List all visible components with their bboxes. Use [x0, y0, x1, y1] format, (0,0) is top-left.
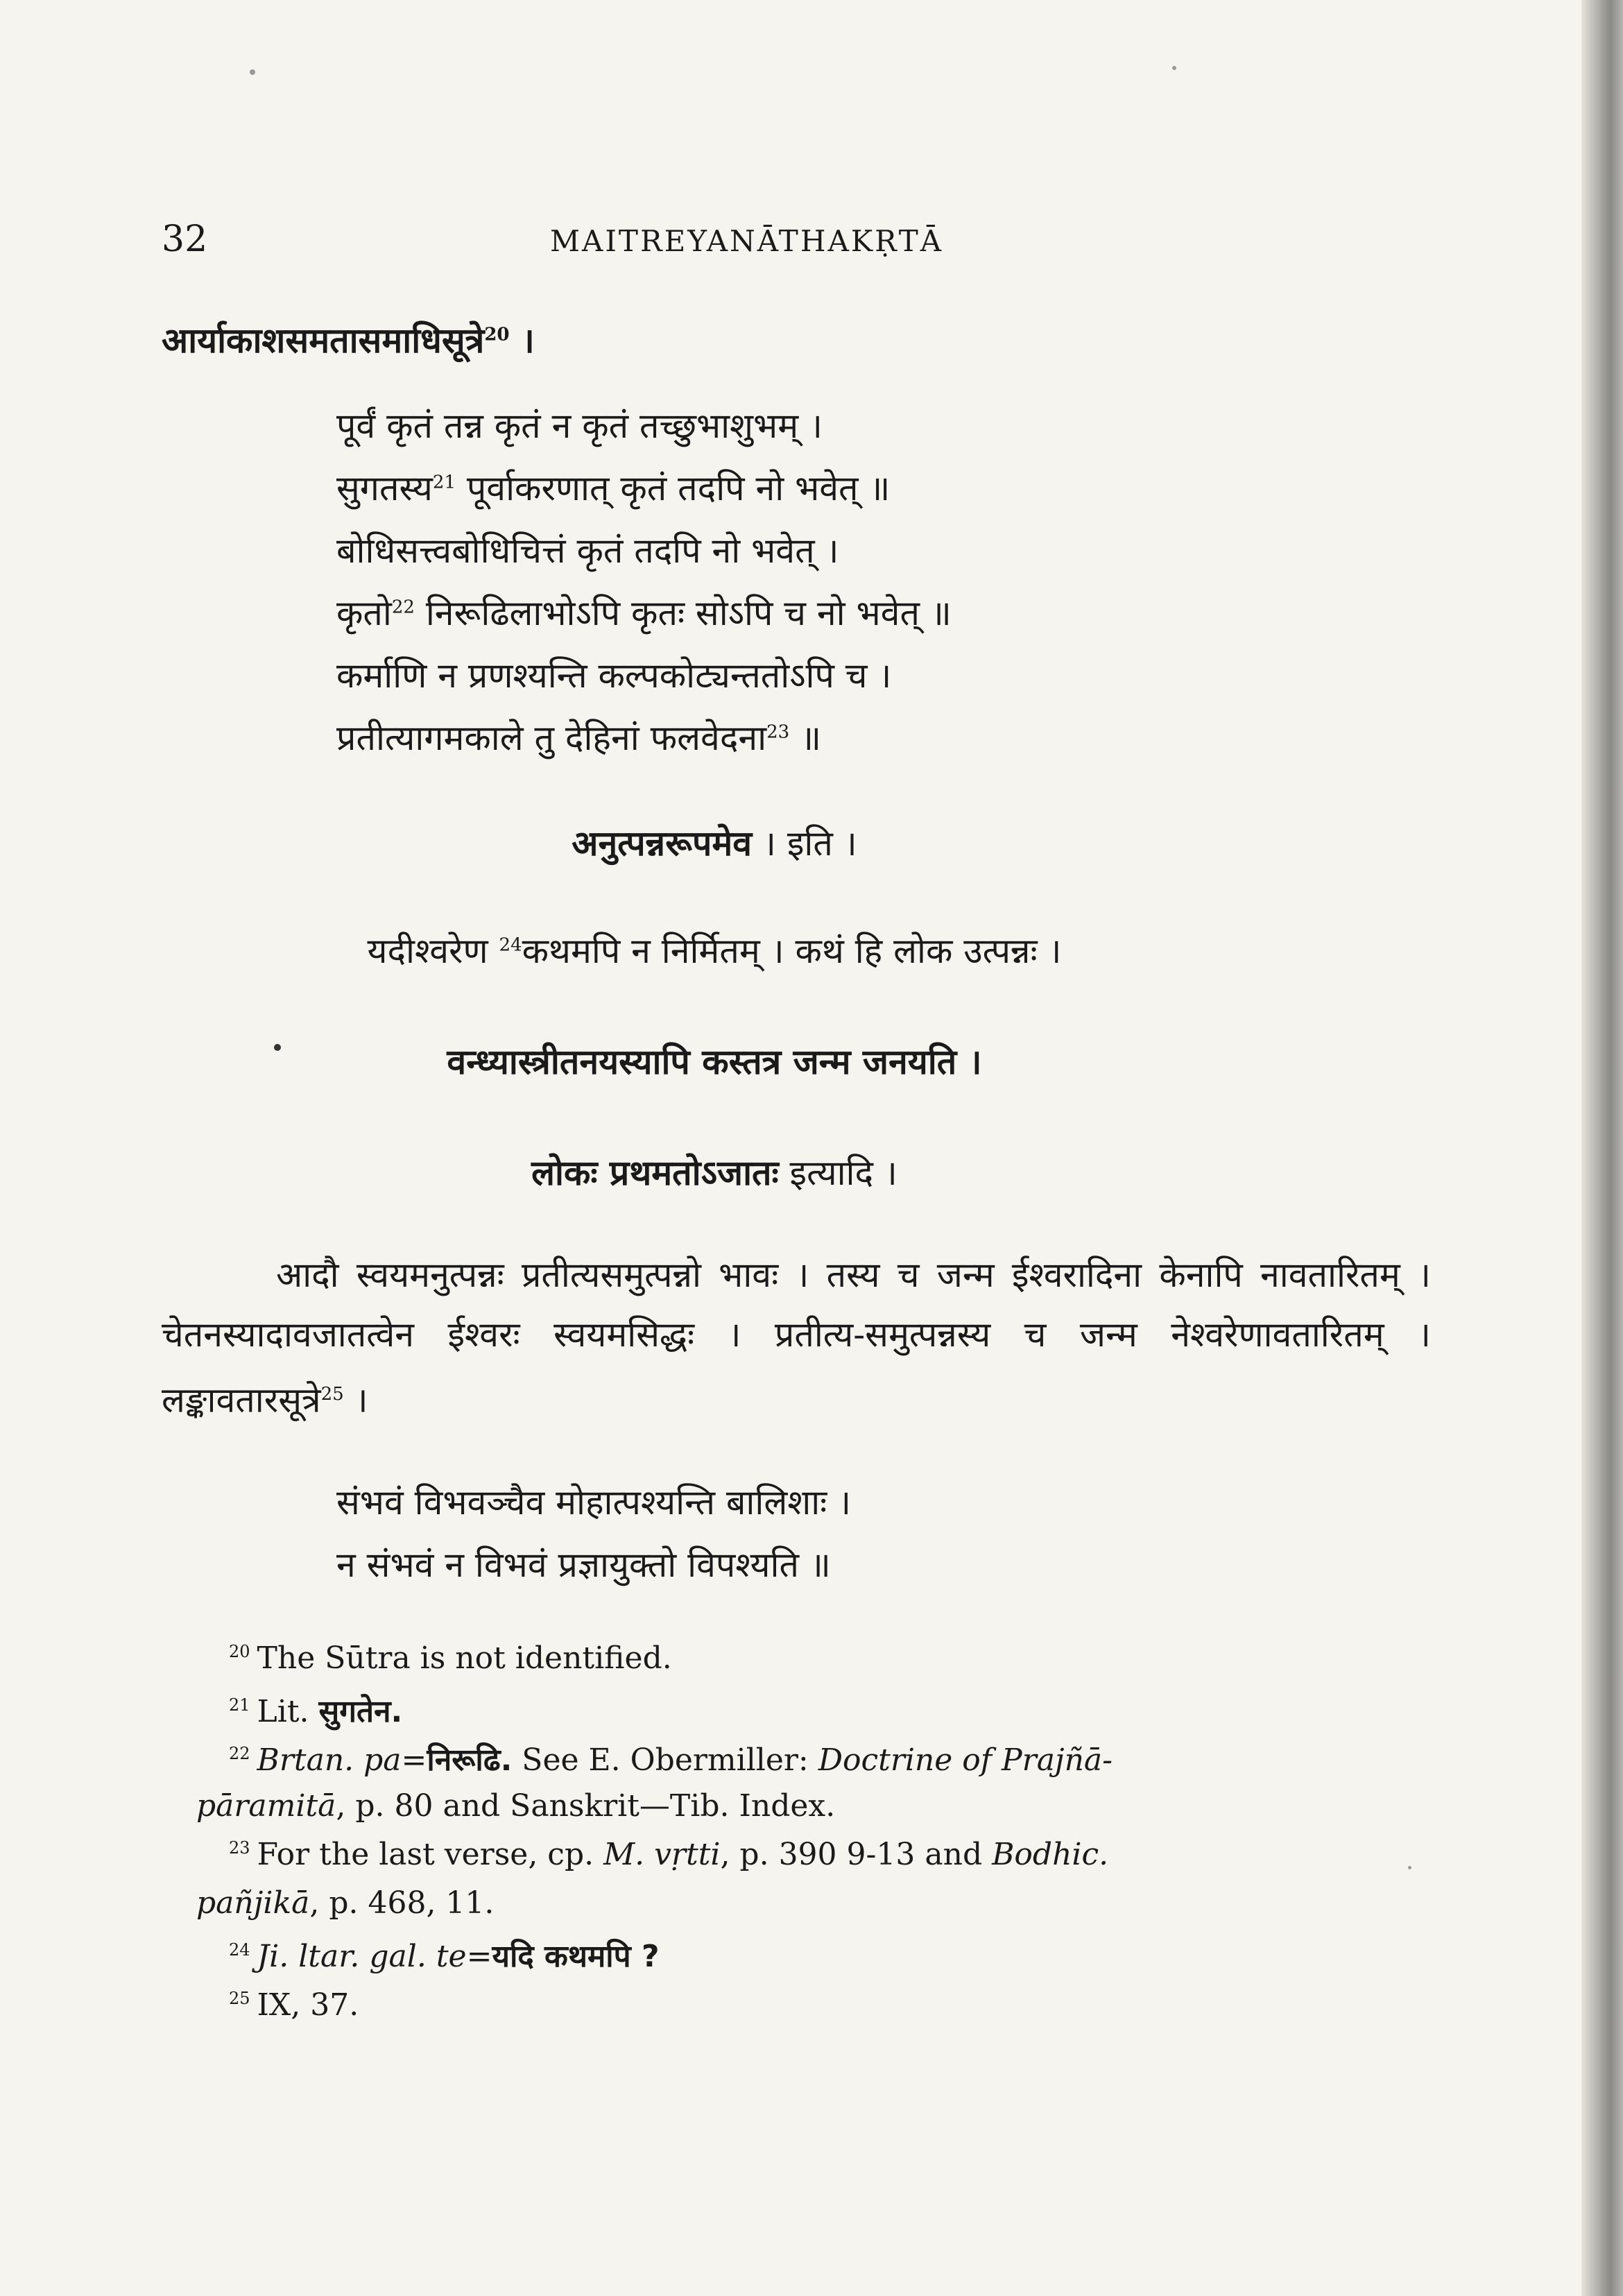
- verse-line: कर्माणि न प्रणश्यन्ति कल्पकोट्यन्ततोऽपि च ।: [336, 656, 892, 696]
- footnote-ref: 20: [484, 324, 510, 345]
- footnote-23: $^{23}$ For the last verse, cp. M. vṛtti, p. 390 9-13 and Bodhic.: [229, 1837, 1109, 1872]
- page-number: 32: [162, 219, 208, 260]
- adau-paragraph: आदौ स्वयमनुत्पन्नः प्रतीत्यसमुत्पन्नो भावः । तस्य च जन्म ईश्वरादिना केनापि नावतारितम् । चेतनस्यादावजातत्वेन ईश्वरः स्वयमसिद्धः । प्रतीत्य-समुत्पन्नस्य च जन्म नेश्वरेणावतारितम् । लङ्कावतारसूत्रे$^{25}$ ।: [162, 1255, 1431, 1421]
- verse-line: प्रतीत्यागमकाले तु देहिनां फलवेदना$^{23}$ ॥: [336, 718, 822, 758]
- footnote-22: $^{22}$ Brtan. pa=निरूढि. See E. Obermiller: Doctrine of Prajñā-: [229, 1742, 1113, 1778]
- footnote-ref: 23: [766, 721, 790, 743]
- source-line: आर्याकाशसमतासमाधिसूत्रे$^{20}$ ।: [162, 320, 535, 361]
- verse-line: बोधिसत्त्वबोधिचित्तं कृतं तदपि नो भवेत् ।: [336, 531, 839, 571]
- footnote-21: $^{21}$ Lit. सुगतेन.: [229, 1694, 403, 1729]
- footnote-ref: 21: [432, 472, 456, 493]
- verse-line: सुगतस्य$^{21}$ पूर्वाकरणात् कृतं तदपि नो भवेत् ॥: [336, 468, 891, 508]
- footnote-24: $^{24}$ Ji. ltar. gal. te=यदि कथमपि ?: [229, 1939, 660, 1974]
- verse-line: पूर्वं कृतं तन्न कृतं न कृतं तच्छुभाशुभम् ।: [336, 406, 823, 446]
- verse-line: न संभवं न विभवं प्रज्ञायुक्तो विपश्यति ॥: [336, 1545, 831, 1585]
- yadishvara-line: यदीश्वरेण $^{24}$कथमपि न निर्मितम् । कथं हि लोक उत्पन्नः ।: [367, 931, 1062, 971]
- footnote-22-continued: pāramitā, p. 80 and Sanskrit—Tib. Index.: [196, 1788, 836, 1824]
- footnote-ref: 22: [391, 597, 415, 618]
- paper-speck: [250, 69, 255, 75]
- footnote-23-continued: pañjikā, p. 468, 11.: [196, 1885, 495, 1921]
- page-edge-shadow: [1581, 0, 1623, 2296]
- vandhya-line: वन्ध्यास्त्रीतनयस्यापि कस्तत्र जन्म जनयति ।: [447, 1041, 982, 1082]
- paper-speck: [1408, 1866, 1411, 1869]
- footnote-25: $^{25}$ IX, 37.: [229, 1987, 359, 2023]
- anutpanna-line: अनुत्पन्नरूपमेव । इति ।: [572, 823, 857, 864]
- footnote-20: $^{20}$ The Sūtra is not identified.: [229, 1640, 672, 1676]
- loka-line: लोकः प्रथमतोऽजातः इत्यादि ।: [531, 1152, 898, 1193]
- page-header: [162, 219, 1382, 274]
- paper-speck: [1172, 66, 1176, 70]
- running-title: MAITREYANĀTHAKṚTĀ: [550, 224, 944, 258]
- verse-line: कृतो$^{22}$ निरूढिलाभोऽपि कृतः सोऽपि च नो भवेत् ॥: [336, 593, 952, 633]
- verse-line: संभवं विभवञ्चैव मोहात्पश्यन्ति बालिशाः ।: [336, 1482, 852, 1523]
- footnote-ref: 24: [499, 934, 522, 956]
- footnote-ref: 25: [320, 1384, 344, 1405]
